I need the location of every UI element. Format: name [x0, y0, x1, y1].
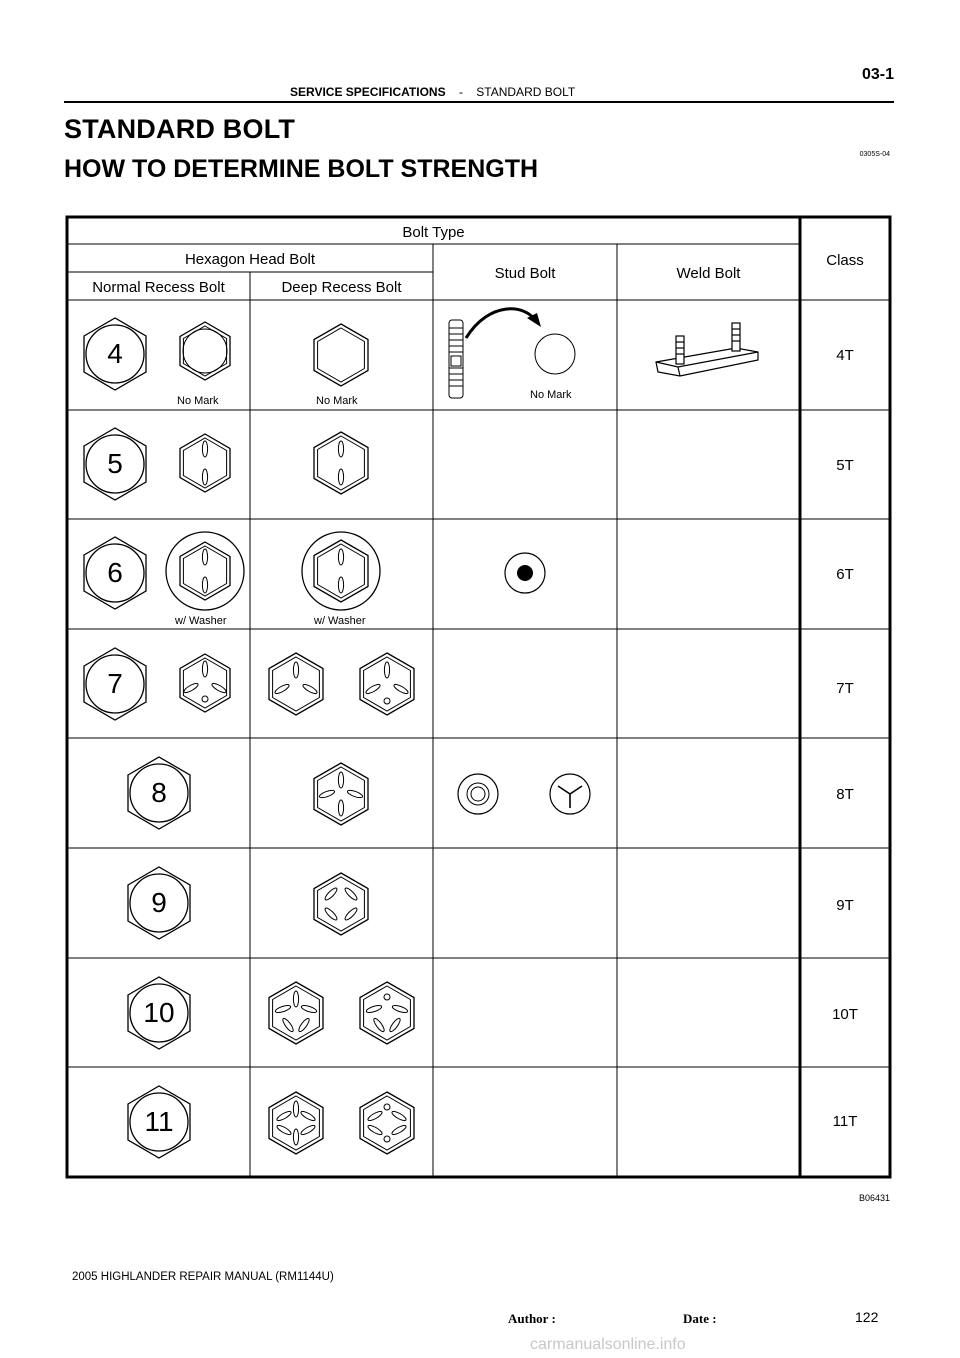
manual-title: 2005 HIGHLANDER REPAIR MANUAL (RM1144U): [72, 1271, 334, 1283]
date-label: Date :: [683, 1311, 717, 1326]
page-code: 03-1: [861, 66, 894, 83]
no-mark-label-stud: No Mark: [530, 389, 572, 401]
page-number: 122: [855, 1309, 879, 1325]
deep-recess-header: Deep Recess Bolt: [281, 279, 402, 296]
stud-bolt-header: Stud Bolt: [494, 265, 556, 282]
class-6t: 6T: [836, 566, 854, 583]
class-9t: 9T: [836, 897, 854, 914]
head-number-11: 11: [144, 1106, 174, 1137]
class-8t: 8T: [836, 786, 854, 803]
head-number-8: 8: [151, 777, 167, 808]
head-number-5: 5: [107, 448, 123, 479]
doc-code: 0305S-04: [859, 151, 890, 158]
class-4t: 4T: [836, 347, 854, 364]
hexagon-head-header: Hexagon Head Bolt: [184, 251, 316, 268]
section-title: SERVICE SPECIFICATIONS: [290, 85, 446, 99]
class-5t: 5T: [836, 457, 854, 474]
head-number-4: 4: [107, 338, 123, 369]
page-title: STANDARD BOLT: [64, 114, 296, 144]
bolt-type-header: Bolt Type: [402, 224, 465, 241]
weld-bolt-header: Weld Bolt: [676, 265, 741, 282]
normal-recess-header: Normal Recess Bolt: [92, 279, 225, 296]
washer-label-normal: w/ Washer: [175, 615, 227, 627]
subsection-title: STANDARD BOLT: [476, 85, 576, 99]
head-number-6: 6: [107, 557, 123, 588]
author-label: Author :: [508, 1311, 556, 1326]
class-10t: 10T: [832, 1006, 858, 1023]
head-number-9: 9: [151, 887, 167, 918]
class-11t: 11T: [832, 1113, 858, 1130]
class-7t: 7T: [836, 680, 854, 697]
figure-id: B06431: [858, 1193, 890, 1203]
watermark: carmanualsonline.info: [530, 1336, 686, 1353]
head-number-7: 7: [107, 668, 123, 699]
header-separator: -: [458, 85, 463, 99]
head-number-10: 10: [143, 997, 175, 1028]
no-mark-label-normal: No Mark: [177, 395, 219, 407]
page-subtitle: HOW TO DETERMINE BOLT STRENGTH: [64, 155, 539, 183]
no-mark-label-deep: No Mark: [316, 395, 358, 407]
washer-label-deep: w/ Washer: [314, 615, 366, 627]
class-header: Class: [826, 252, 864, 269]
